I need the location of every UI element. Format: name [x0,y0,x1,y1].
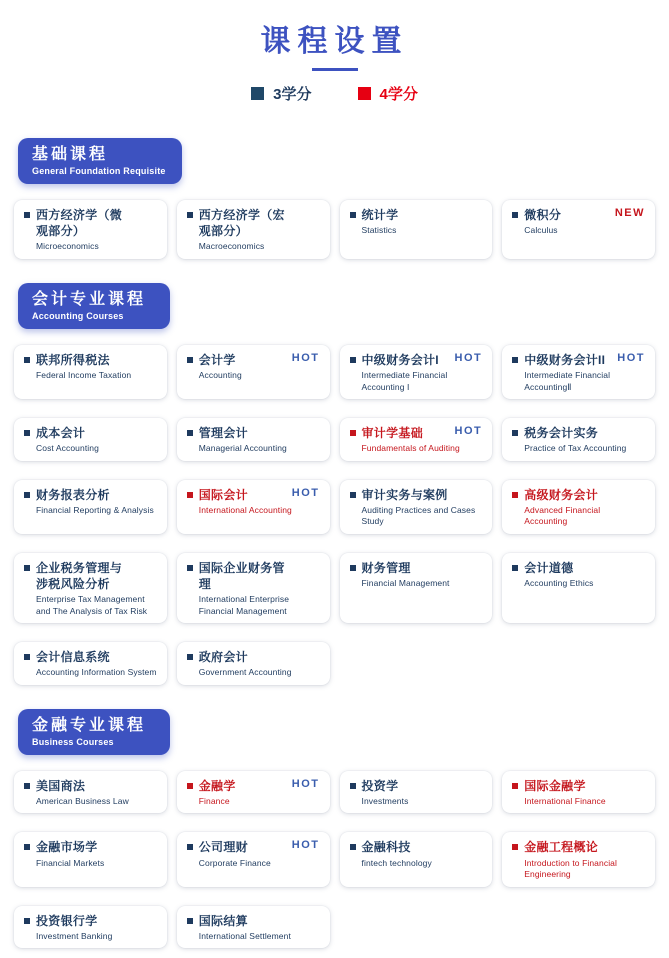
course-card-top [24,839,157,855]
course-title-cn: 中级财务会计II [524,352,606,367]
course-title-cn: 国际结算 [198,913,248,928]
course-title-cn: 成本会计 [36,425,86,440]
course-card-top [512,487,645,503]
hot-badge: HOT [617,351,645,364]
legend-item-4-credits [358,83,418,104]
course-title-cn: 统计学 [361,208,399,222]
hot-badge: HOT [291,351,320,364]
course-card [340,832,493,886]
course-card [177,418,330,461]
course-card-top [24,207,157,239]
credit-bullet-icon [512,430,518,436]
course-title-cn: 政府会计 [198,650,248,665]
credit-bullet-icon [24,212,30,218]
course-card [14,642,167,685]
credit-bullet-icon [187,918,193,924]
hot-badge: HOT [291,839,320,852]
course-card-top [187,649,320,665]
course-card-top [350,560,483,576]
course-title-cn: 金融学 [198,778,236,793]
course-title-en: International Enterprise Financial Management [198,594,290,616]
course-card-top [24,778,157,794]
course-title-en: Financial Reporting & Analysis [36,504,154,515]
credit-bullet-icon [24,565,30,571]
course-card [14,832,167,886]
course-card [502,832,655,886]
course-card [14,906,167,949]
title-underline [312,68,358,71]
course-grid [0,200,669,259]
section-title-cn: 基础课程 [32,146,109,163]
course-title-en: Accounting Information System [36,667,157,678]
course-title-cn: 微积分 [524,208,562,222]
course-title-en: Auditing Practices and Cases Study [361,504,476,527]
course-card [177,906,330,949]
course-title-en: Investments [361,795,409,806]
course-title-en: Intermediate Financial AccountingⅡ [524,370,611,392]
course-title-cn: 金融工程概论 [524,840,599,855]
credit-bullet-icon [512,212,518,218]
course-section-1 [0,283,669,685]
course-title-cn: 审计实务与案例 [361,487,448,502]
course-title-cn: 国际金融学 [524,778,586,793]
course-card-top [350,778,483,794]
course-card-top [187,560,320,592]
course-title-cn: 西方经济学（宏观部分） [198,208,285,239]
course-card [502,200,655,259]
section-title-en: Accounting Courses [32,310,124,321]
section-title-cn: 金融专业课程 [32,716,147,734]
course-title-cn: 税务会计实务 [524,425,599,440]
credit-bullet-icon [187,844,193,850]
course-title-en: Practice of Tax Accounting [524,443,627,454]
course-title-cn: 金融科技 [361,840,411,855]
course-card [14,200,167,259]
credit-bullet-icon [512,565,518,571]
course-card-top [24,352,157,368]
course-title-en: Financial Markets [36,857,105,868]
course-grid [0,345,669,685]
credit-bullet-icon [350,357,356,363]
credit-bullet-icon [350,783,356,789]
course-title-cn: 公司理财 [198,840,248,855]
credit-bullet-icon [24,430,30,436]
course-title-en: Investment Banking [36,930,113,941]
course-card-top [187,425,320,441]
section-title-en: Business Courses [32,736,114,747]
course-title-cn: 财务报表分析 [36,487,110,502]
hot-badge: HOT [454,424,483,437]
course-title-en: Accounting [198,370,242,381]
course-card [502,480,655,534]
course-card [340,480,493,534]
section-header [18,709,170,755]
course-card-top [187,207,320,239]
course-title-cn: 会计学 [198,352,236,367]
sections-container [0,138,669,948]
credit-bullet-icon [350,430,356,436]
course-title-cn: 联邦所得税法 [36,352,110,367]
new-badge: NEW [614,207,645,219]
credit-bullet-icon [512,844,518,850]
course-card [14,553,167,623]
section-header [18,138,182,184]
course-title-en: fintech technology [361,857,432,868]
course-title-en: Advanced Financial Accounting [524,504,601,527]
credit-bullet-icon [24,783,30,789]
course-card [14,771,167,814]
course-card [177,553,330,623]
course-card [502,553,655,623]
course-title-cn: 审计学基础 [361,425,424,440]
section-title-en: General Foundation Requisite [32,166,166,176]
course-card-top [24,560,157,592]
credit-bullet-icon [350,844,356,850]
course-card-top [512,778,645,794]
course-title-en: Cost Accounting [36,443,99,454]
course-title-cn: 中级财务会计I [361,352,439,367]
course-card [177,480,330,534]
course-section-0 [0,138,669,259]
course-title-cn: 国际会计 [198,487,248,502]
credit-bullet-icon [24,654,30,660]
credit-bullet-icon [512,783,518,789]
course-card [340,771,493,814]
course-title-cn: 美国商法 [36,778,86,793]
course-card [14,418,167,461]
hot-badge: HOT [291,777,320,790]
credit-bullet-icon [187,357,193,363]
course-title-en: Calculus [524,225,558,236]
course-title-en: Federal Income Taxation [36,370,132,381]
course-title-cn: 会计道德 [524,560,574,575]
course-title-cn: 高级财务会计 [524,487,599,502]
course-card-top [24,649,157,665]
legend-label-4-credits: 4学分 [379,86,418,103]
course-title-en: Financial Management [361,577,450,588]
course-card [340,345,493,399]
course-card [177,832,330,886]
credit-bullet-icon [512,492,518,498]
course-title-en: Government Accounting [198,667,292,678]
course-title-en: International Accounting [198,504,292,515]
course-title-cn: 投资学 [361,778,399,793]
hot-badge: HOT [291,486,320,499]
course-card-top [350,839,483,855]
credit-bullet-icon [187,212,193,218]
blue-square-icon [251,87,264,100]
course-card [502,345,655,399]
course-card [14,345,167,399]
course-card [177,200,330,259]
course-title-en: Finance [198,795,230,806]
course-title-en: Introduction to Financial Engineering [524,857,617,880]
course-title-cn: 国际企业财务管理 [198,560,285,591]
red-square-icon [358,87,371,100]
course-card-top [24,487,157,503]
course-title-en: Microeconomics [36,241,99,252]
course-title-en: Accounting Ethics [524,577,594,588]
course-card-top [512,560,645,576]
course-title-cn: 管理会计 [198,425,248,440]
course-title-cn: 财务管理 [361,560,411,575]
legend-label-3-credits: 3学分 [273,86,312,103]
course-card [340,553,493,623]
section-header [18,283,170,329]
course-card [177,345,330,399]
course-section-2 [0,709,669,948]
course-card-top [350,207,483,223]
course-title-en: Intermediate Financial Accounting I [361,370,448,392]
course-title-en: Macroeconomics [198,241,265,252]
credit-bullet-icon [187,565,193,571]
course-card [502,418,655,461]
course-card [340,200,493,259]
course-card-top [24,425,157,441]
course-card-top [187,913,320,929]
section-title-cn: 会计专业课程 [32,290,147,308]
course-card-top [512,425,645,441]
course-card [177,771,330,814]
credit-bullet-icon [350,212,356,218]
credit-bullet-icon [187,492,193,498]
course-title-en: Enterprise Tax Management and The Analysis of Tax Risk [36,594,148,616]
course-title-en: International Settlement [198,930,291,941]
credit-bullet-icon [350,565,356,571]
course-title-en: Fundamentals of Auditing [361,443,460,454]
course-title-en: American Business Law [36,795,129,806]
credit-bullet-icon [24,492,30,498]
course-title-cn: 会计信息系统 [36,650,110,665]
credit-bullet-icon [512,357,518,363]
course-card [177,642,330,685]
credit-bullet-icon [24,844,30,850]
course-card-top [350,487,483,503]
page-title: 课程设置 [260,25,409,58]
credit-bullet-icon [187,430,193,436]
course-title-en: Managerial Accounting [198,443,287,454]
course-title-cn: 企业税务管理与涉税风险分析 [36,560,123,591]
legend-item-3-credits [251,83,311,104]
course-title-en: International Finance [524,795,606,806]
credit-bullet-icon [187,783,193,789]
course-title-cn: 金融市场学 [36,840,98,855]
credit-bullet-icon [187,654,193,660]
course-card [340,418,493,461]
course-card [14,480,167,534]
credit-bullet-icon [24,918,30,924]
course-title-cn: 投资银行学 [36,913,98,928]
hot-badge: HOT [454,351,483,364]
course-grid [0,771,669,948]
course-card-top [24,913,157,929]
credit-bullet-icon [350,492,356,498]
course-card [502,771,655,814]
course-title-en: Corporate Finance [198,857,271,868]
course-title-cn: 西方经济学（微观部分） [36,208,123,239]
course-title-en: Statistics [361,225,397,236]
credit-bullet-icon [24,357,30,363]
course-card-top [512,839,645,855]
credits-legend [0,83,669,104]
